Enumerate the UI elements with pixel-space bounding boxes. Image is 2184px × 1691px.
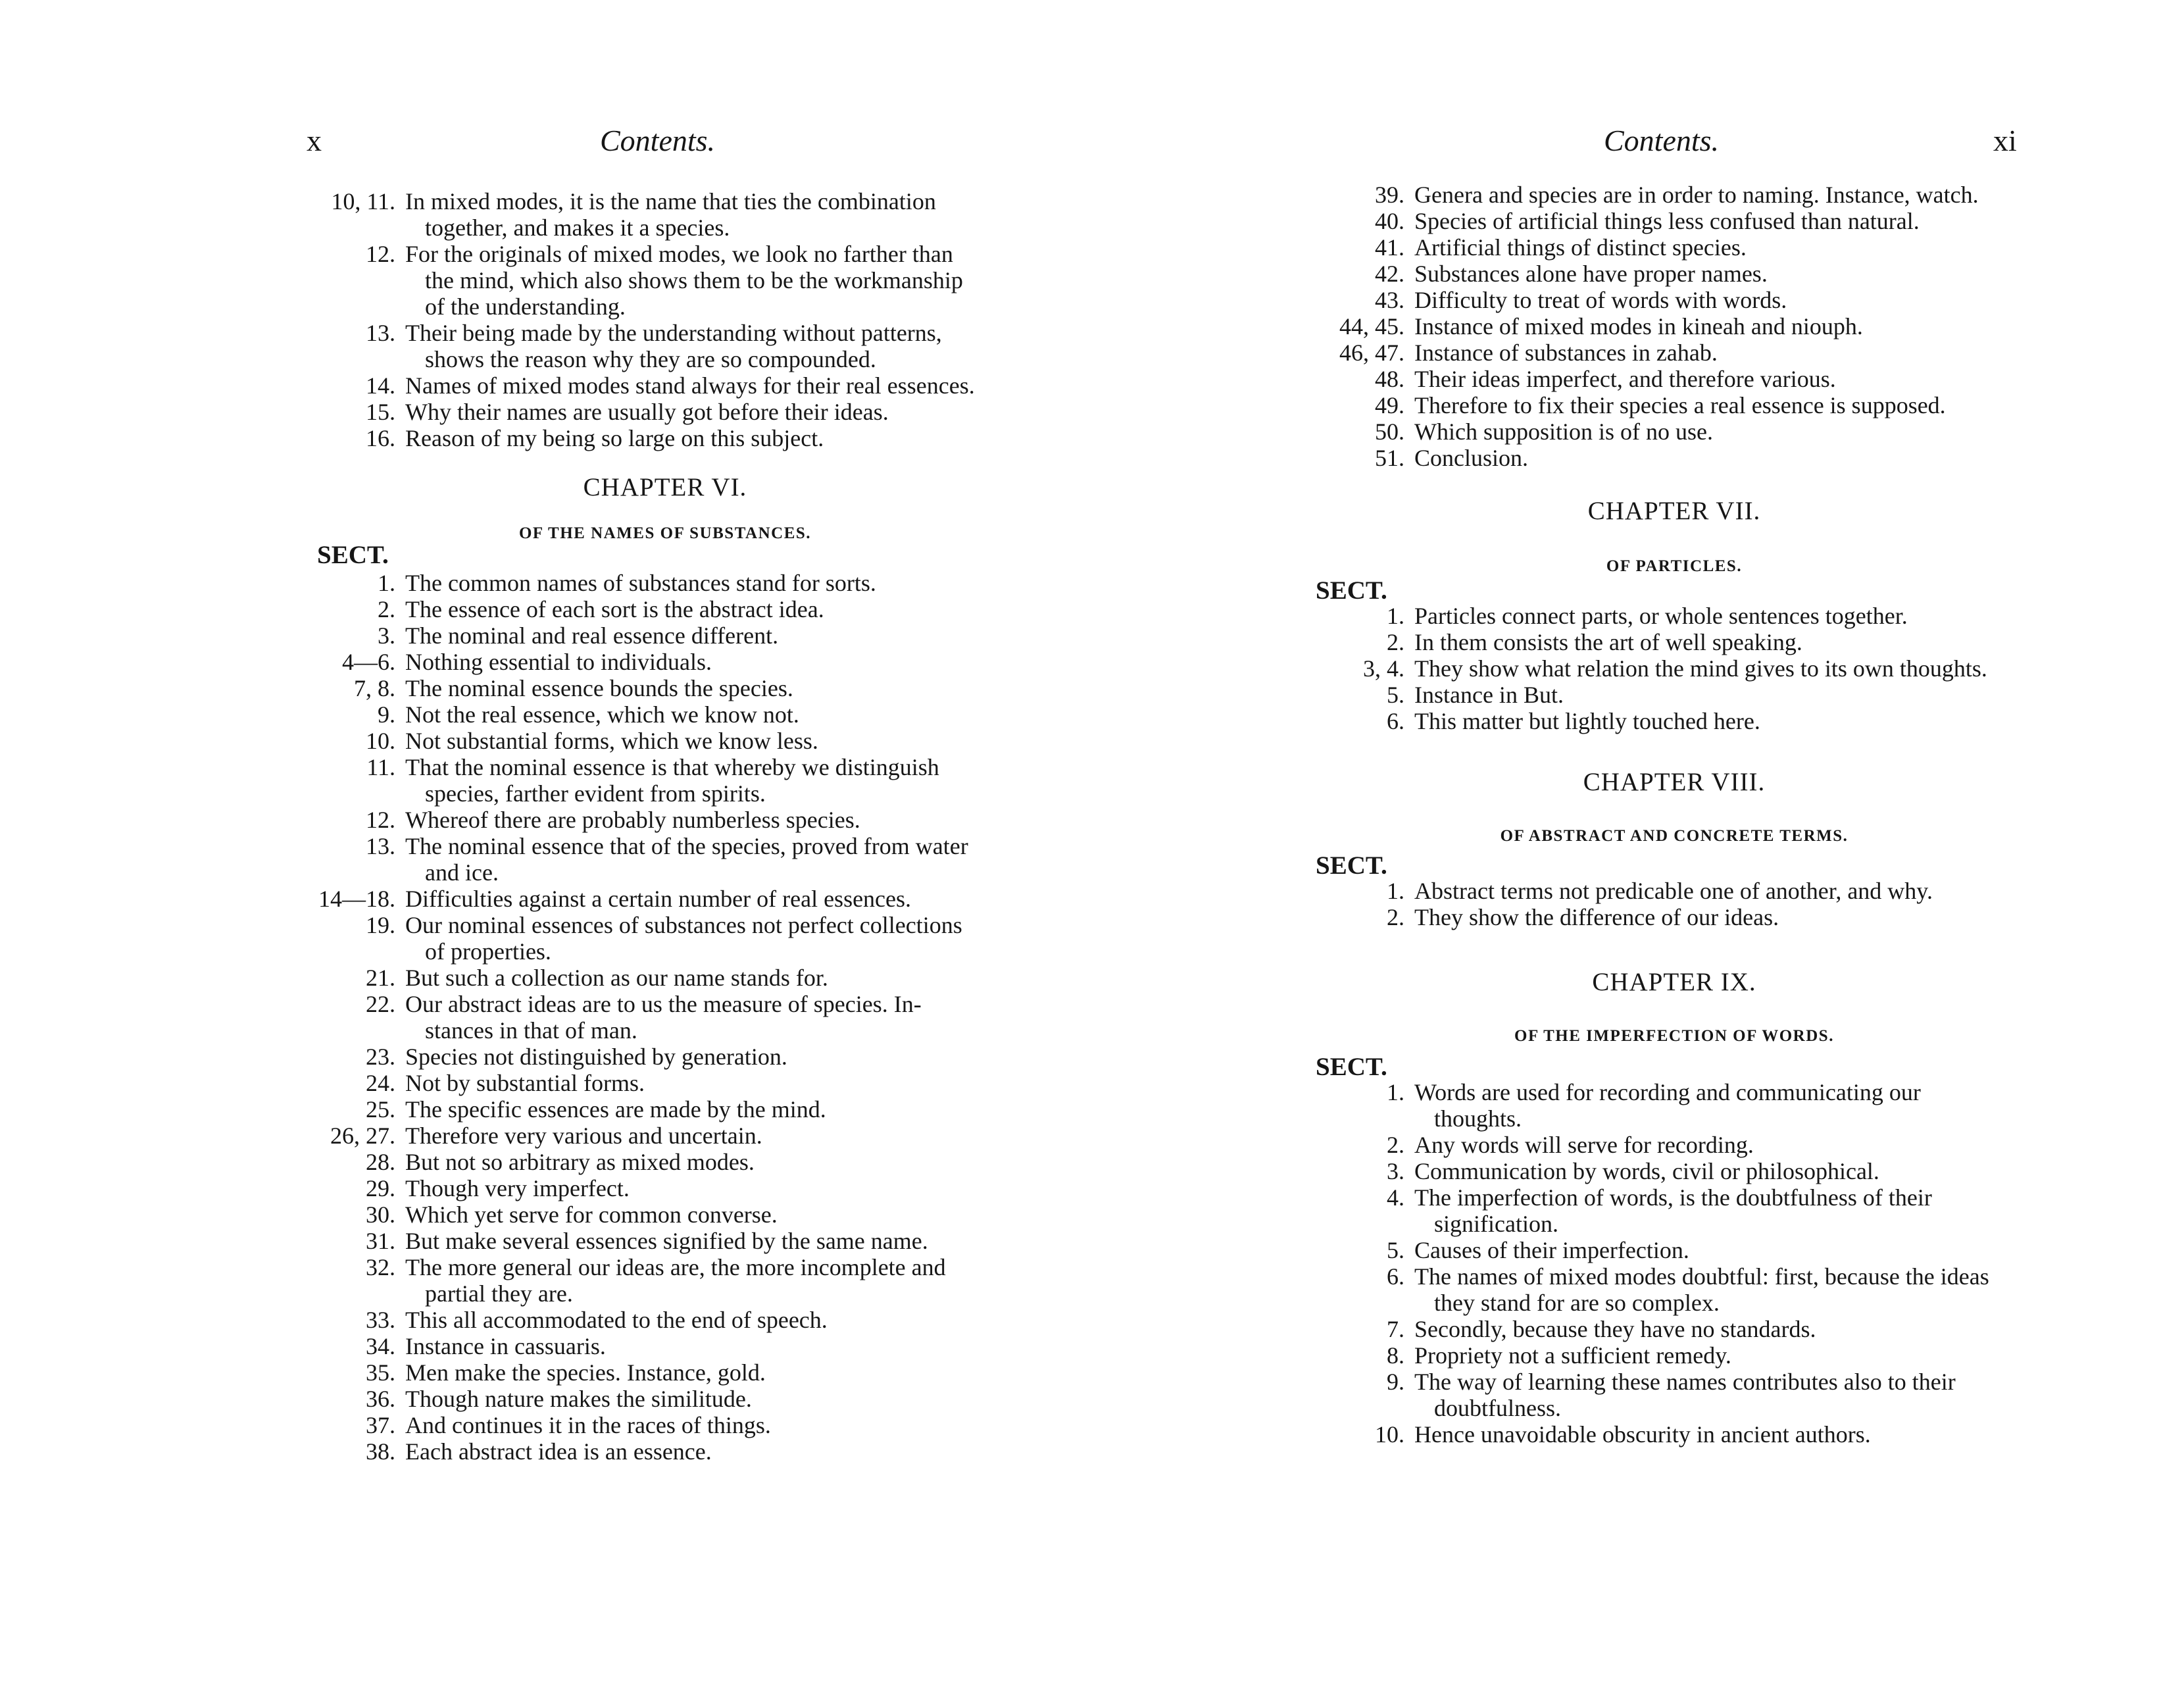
entry-continuation-line: together, and makes it a species. xyxy=(425,215,730,241)
entry-text xyxy=(405,425,1024,451)
entry-line: The nominal and real essence different. xyxy=(405,622,779,649)
entry-text xyxy=(405,1149,1024,1175)
entry-line: The way of learning these names contributes also to their xyxy=(1414,1369,1956,1395)
contents-entry xyxy=(1316,878,2033,904)
contents-entry xyxy=(1316,366,2033,392)
section-number: 22. xyxy=(366,991,395,1017)
section-number: 25. xyxy=(366,1096,395,1123)
contents-entry xyxy=(1316,655,2033,682)
entry-line: Therefore to fix their species a real essence is supposed. xyxy=(1414,392,1946,418)
contents-entry xyxy=(307,1307,1024,1333)
contents-entry xyxy=(1316,1079,2033,1132)
section-number: 9. xyxy=(1387,1369,1404,1395)
contents-entry xyxy=(1316,904,2033,930)
entry-continuation-line: and ice. xyxy=(425,859,499,886)
chapter-subtitle: OF THE NAMES OF SUBSTANCES. xyxy=(518,524,812,542)
entry-text xyxy=(1414,313,2033,340)
contents-entry xyxy=(307,188,1024,241)
section-number: 21. xyxy=(366,965,395,991)
entry-text xyxy=(1414,1079,2033,1132)
section-number: 1. xyxy=(1387,603,1404,629)
running-head: Contents. xyxy=(1604,124,1720,157)
contents-entry xyxy=(307,649,1024,675)
section-number: 36. xyxy=(366,1386,395,1412)
entry-line: Though nature makes the similitude. xyxy=(405,1386,752,1412)
contents-entry xyxy=(1316,313,2033,340)
contents-entry xyxy=(307,1386,1024,1412)
entry-line: Why their names are usually got before their ideas. xyxy=(405,399,889,425)
contents-entry xyxy=(307,425,1024,451)
section-number: 19. xyxy=(366,912,395,938)
entry-text xyxy=(405,596,1024,622)
entry-continuation-line: shows the reason why they are so compounded. xyxy=(425,346,876,372)
section-number: 2. xyxy=(1387,629,1404,655)
section-number: 7, 8. xyxy=(354,675,395,701)
entry-line: Genera and species are in order to naming. Instance, watch. xyxy=(1414,182,1979,208)
section-number: 12. xyxy=(366,241,395,267)
section-number: 29. xyxy=(366,1175,395,1201)
contents-entry xyxy=(1316,1316,2033,1342)
entry-line: In mixed modes, it is the name that ties the combination xyxy=(405,188,936,215)
entry-line: Whereof there are probably numberless species. xyxy=(405,807,860,833)
section-number: 3. xyxy=(378,622,395,649)
entry-text xyxy=(405,833,1024,886)
entry-text xyxy=(405,399,1024,425)
contents-entry xyxy=(307,320,1024,372)
entry-line: They show the difference of our ideas. xyxy=(1414,904,1779,930)
section-number: 10. xyxy=(366,728,395,754)
entry-text xyxy=(1414,1263,2033,1316)
section-number: 2. xyxy=(1387,1132,1404,1158)
section-number: 44, 45. xyxy=(1339,313,1404,340)
entry-continuation-line: stances in that of man. xyxy=(425,1017,637,1044)
entry-text xyxy=(1414,392,2033,418)
section-number: 41. xyxy=(1375,234,1404,261)
entry-line: This all accommodated to the end of speech. xyxy=(405,1307,828,1333)
entry-line: Difficulty to treat of words with words. xyxy=(1414,287,1787,313)
contents-entry xyxy=(307,886,1024,912)
entry-line: Not by substantial forms. xyxy=(405,1070,645,1096)
entry-text xyxy=(1414,182,2033,208)
contents-entry xyxy=(307,1412,1024,1438)
contents-entry xyxy=(1316,629,2033,655)
contents-entry xyxy=(307,1044,1024,1070)
entry-text xyxy=(1414,878,2033,904)
entry-continuation-line: of the understanding. xyxy=(425,293,626,320)
contents-entry xyxy=(1316,182,2033,208)
section-number: 34. xyxy=(366,1333,395,1359)
page-number: x xyxy=(307,124,322,157)
entry-text xyxy=(1414,445,2033,471)
entry-text xyxy=(1414,708,2033,734)
sect-label: SECT. xyxy=(317,541,389,569)
section-number: 31. xyxy=(366,1228,395,1254)
contents-entry xyxy=(1316,392,2033,418)
section-number: 23. xyxy=(366,1044,395,1070)
entry-line: Men make the species. Instance, gold. xyxy=(405,1359,766,1386)
contents-entry xyxy=(1316,1369,2033,1421)
section-number: 43. xyxy=(1375,287,1404,313)
contents-entry xyxy=(307,1201,1024,1228)
entry-text xyxy=(405,1254,1024,1307)
contents-entry xyxy=(307,1175,1024,1201)
entry-text xyxy=(1414,287,2033,313)
entry-line: Which yet serve for common converse. xyxy=(405,1201,778,1228)
entry-line: Not the real essence, which we know not. xyxy=(405,701,799,728)
entry-text xyxy=(405,1070,1024,1096)
contents-entry xyxy=(307,570,1024,596)
entry-text xyxy=(1414,366,2033,392)
section-number: 13. xyxy=(366,833,395,859)
contents-entry xyxy=(307,1438,1024,1465)
section-number: 32. xyxy=(366,1254,395,1280)
section-number: 14. xyxy=(366,372,395,399)
section-number: 50. xyxy=(1375,418,1404,445)
entry-text xyxy=(405,1307,1024,1333)
contents-entry xyxy=(307,1096,1024,1123)
section-number: 12. xyxy=(366,807,395,833)
section-number: 3, 4. xyxy=(1363,655,1404,682)
section-number: 37. xyxy=(366,1412,395,1438)
entry-text xyxy=(405,807,1024,833)
chapter-title: CHAPTER VI. xyxy=(583,473,747,501)
section-number: 1. xyxy=(1387,1079,1404,1105)
section-number: 7. xyxy=(1387,1316,1404,1342)
contents-entry xyxy=(1316,1421,2033,1448)
chapter-viii-entries xyxy=(1316,878,2033,930)
contents-entry xyxy=(307,399,1024,425)
contents-entry xyxy=(1316,708,2033,734)
entry-text xyxy=(1414,1369,2033,1421)
entry-line: Species not distinguished by generation. xyxy=(405,1044,787,1070)
chapter-title: CHAPTER VII. xyxy=(1587,497,1761,525)
contents-entry xyxy=(307,1149,1024,1175)
contents-entry xyxy=(307,833,1024,886)
entry-line: That the nominal essence is that whereby we distinguish xyxy=(405,754,939,780)
contents-entry xyxy=(1316,1237,2033,1263)
contents-entry xyxy=(307,675,1024,701)
entry-line: Each abstract idea is an essence. xyxy=(405,1438,712,1465)
entry-text xyxy=(1414,904,2033,930)
contents-entry xyxy=(307,622,1024,649)
top-entries xyxy=(1316,182,2033,471)
sect-label: SECT. xyxy=(1316,576,1387,605)
entry-continuation-line: thoughts. xyxy=(1434,1105,1522,1132)
entry-line: Instance of mixed modes in kineah and niouph. xyxy=(1414,313,1863,340)
contents-entry xyxy=(307,241,1024,320)
entry-text xyxy=(405,1201,1024,1228)
running-head: Contents. xyxy=(600,124,716,157)
entry-text xyxy=(1414,1184,2033,1237)
contents-entry xyxy=(307,1333,1024,1359)
section-number: 15. xyxy=(366,399,395,425)
entry-line: Our nominal essences of substances not perfect collections xyxy=(405,912,962,938)
entry-text xyxy=(1414,261,2033,287)
chapter-subtitle: OF ABSTRACT AND CONCRETE TERMS. xyxy=(1500,827,1849,845)
chapter-subtitle: OF PARTICLES. xyxy=(1606,557,1743,575)
contents-entry xyxy=(307,912,1024,965)
entry-text xyxy=(405,372,1024,399)
section-number: 4. xyxy=(1387,1184,1404,1211)
contents-entry xyxy=(1316,418,2033,445)
section-number: 49. xyxy=(1375,392,1404,418)
contents-entry xyxy=(1316,287,2033,313)
entry-line: Secondly, because they have no standards. xyxy=(1414,1316,1816,1342)
contents-entry xyxy=(307,807,1024,833)
entry-line: Any words will serve for recording. xyxy=(1414,1132,1754,1158)
entry-line: Particles connect parts, or whole sentences together. xyxy=(1414,603,1908,629)
entry-text xyxy=(405,754,1024,807)
entry-line: The more general our ideas are, the more incomplete and xyxy=(405,1254,946,1280)
contents-entry xyxy=(1316,445,2033,471)
entry-line: Instance in But. xyxy=(1414,682,1564,708)
entry-continuation-line: of properties. xyxy=(425,938,551,965)
entry-text xyxy=(405,886,1024,912)
entry-text xyxy=(405,701,1024,728)
chapter-title: CHAPTER IX. xyxy=(1592,968,1756,996)
entry-text xyxy=(405,570,1024,596)
contents-entry xyxy=(1316,1184,2033,1237)
entry-line: The nominal essence that of the species, proved from water xyxy=(405,833,968,859)
section-number: 5. xyxy=(1387,1237,1404,1263)
entry-line: In them consists the art of well speaking. xyxy=(1414,629,1802,655)
chapter-ix-entries xyxy=(1316,1079,2033,1448)
section-number: 13. xyxy=(366,320,395,346)
entry-line: Propriety not a sufficient remedy. xyxy=(1414,1342,1731,1369)
contents-entry xyxy=(1316,603,2033,629)
top-entries xyxy=(307,188,1024,451)
section-number: 46, 47. xyxy=(1339,340,1404,366)
entry-line: Therefore very various and uncertain. xyxy=(405,1123,762,1149)
entry-text xyxy=(405,622,1024,649)
entry-line: This matter but lightly touched here. xyxy=(1414,708,1760,734)
entry-line: Instance of substances in zahab. xyxy=(1414,340,1718,366)
contents-entry xyxy=(1316,682,2033,708)
entry-text xyxy=(1414,603,2033,629)
section-number: 3. xyxy=(1387,1158,1404,1184)
entry-text xyxy=(405,1123,1024,1149)
section-number: 48. xyxy=(1375,366,1404,392)
entry-line: Nothing essential to individuals. xyxy=(405,649,712,675)
entry-line: Our abstract ideas are to us the measure of species. In- xyxy=(405,991,922,1017)
entry-line: Not substantial forms, which we know less. xyxy=(405,728,818,754)
chapter-vii-entries xyxy=(1316,603,2033,734)
contents-entry xyxy=(307,701,1024,728)
entry-text xyxy=(405,188,1024,241)
entry-line: But make several essences signified by the same name. xyxy=(405,1228,928,1254)
entry-text xyxy=(405,1228,1024,1254)
page-number: xi xyxy=(1993,124,2017,157)
entry-line: Though very imperfect. xyxy=(405,1175,630,1201)
entry-text xyxy=(405,320,1024,372)
contents-entry xyxy=(1316,1263,2033,1316)
entry-line: Names of mixed modes stand always for their real essences. xyxy=(405,372,975,399)
section-number: 40. xyxy=(1375,208,1404,234)
entry-text xyxy=(1414,234,2033,261)
entry-text xyxy=(1414,1132,2033,1158)
entry-line: And continues it in the races of things. xyxy=(405,1412,771,1438)
entry-continuation-line: they stand for are so complex. xyxy=(1434,1290,1720,1316)
contents-entry xyxy=(307,1070,1024,1096)
contents-entry xyxy=(1316,1342,2033,1369)
entry-text xyxy=(405,991,1024,1044)
section-number: 1. xyxy=(378,570,395,596)
entry-line: The specific essences are made by the mind. xyxy=(405,1096,826,1123)
section-number: 39. xyxy=(1375,182,1404,208)
entry-text xyxy=(1414,340,2033,366)
entry-continuation-line: species, farther evident from spirits. xyxy=(425,780,766,807)
section-number: 4—6. xyxy=(342,649,395,675)
entry-line: For the originals of mixed modes, we look no farther than xyxy=(405,241,953,267)
contents-entry xyxy=(307,596,1024,622)
contents-entry xyxy=(307,1254,1024,1307)
section-number: 2. xyxy=(1387,904,1404,930)
entry-line: Abstract terms not predicable one of another, and why. xyxy=(1414,878,1933,904)
entry-line: Causes of their imperfection. xyxy=(1414,1237,1689,1263)
entry-text xyxy=(405,1096,1024,1123)
entry-line: But such a collection as our name stands for. xyxy=(405,965,828,991)
entry-line: Their ideas imperfect, and therefore various. xyxy=(1414,366,1836,392)
contents-entry xyxy=(1316,1158,2033,1184)
contents-entry xyxy=(1316,1132,2033,1158)
section-number: 10, 11. xyxy=(331,188,395,215)
contents-entry xyxy=(307,1123,1024,1149)
contents-entry xyxy=(307,1359,1024,1386)
entry-line: Reason of my being so large on this subject. xyxy=(405,425,824,451)
entry-text xyxy=(405,728,1024,754)
section-number: 28. xyxy=(366,1149,395,1175)
chapter-subtitle: OF THE IMPERFECTION OF WORDS. xyxy=(1514,1027,1834,1045)
entry-text xyxy=(405,1175,1024,1201)
section-number: 6. xyxy=(1387,1263,1404,1290)
section-number: 8. xyxy=(1387,1342,1404,1369)
entry-line: But not so arbitrary as mixed modes. xyxy=(405,1149,755,1175)
right-page xyxy=(1092,0,2184,1691)
entry-text xyxy=(405,241,1024,320)
entry-continuation-line: partial they are. xyxy=(425,1280,573,1307)
entry-line: Conclusion. xyxy=(1414,445,1529,471)
entry-line: The names of mixed modes doubtful: first, because the ideas xyxy=(1414,1263,1989,1290)
entry-text xyxy=(1414,629,2033,655)
entry-line: Species of artificial things less confused than natural. xyxy=(1414,208,1920,234)
entry-text xyxy=(1414,682,2033,708)
entry-text xyxy=(1414,418,2033,445)
section-number: 14—18. xyxy=(318,886,395,912)
entry-line: Their being made by the understanding without patterns, xyxy=(405,320,942,346)
contents-entry xyxy=(307,372,1024,399)
entry-line: Difficulties against a certain number of real essences. xyxy=(405,886,912,912)
entry-text xyxy=(1414,1342,2033,1369)
sect-label: SECT. xyxy=(1316,1053,1387,1081)
contents-entry xyxy=(307,1228,1024,1254)
entry-line: Communication by words, civil or philosophical. xyxy=(1414,1158,1879,1184)
entry-line: Hence unavoidable obscurity in ancient authors. xyxy=(1414,1421,1871,1448)
entry-text xyxy=(405,675,1024,701)
entry-line: The essence of each sort is the abstract idea. xyxy=(405,596,824,622)
entry-line: They show what relation the mind gives to its own thoughts. xyxy=(1414,655,1987,682)
sect-label: SECT. xyxy=(1316,851,1387,880)
contents-entry xyxy=(1316,261,2033,287)
entry-continuation-line: doubtfulness. xyxy=(1434,1395,1561,1421)
entry-line: Artificial things of distinct species. xyxy=(1414,234,1747,261)
chapter-vi-entries xyxy=(307,570,1024,1465)
entry-text xyxy=(1414,1237,2033,1263)
section-number: 2. xyxy=(378,596,395,622)
section-number: 10. xyxy=(1375,1421,1404,1448)
entry-text xyxy=(1414,208,2033,234)
entry-text xyxy=(1414,1421,2033,1448)
entry-text xyxy=(405,912,1024,965)
section-number: 42. xyxy=(1375,261,1404,287)
section-number: 30. xyxy=(366,1201,395,1228)
entry-line: The imperfection of words, is the doubtfulness of their xyxy=(1414,1184,1932,1211)
entry-line: Instance in cassuaris. xyxy=(405,1333,606,1359)
entry-line: Substances alone have proper names. xyxy=(1414,261,1768,287)
section-number: 35. xyxy=(366,1359,395,1386)
entry-text xyxy=(405,649,1024,675)
contents-entry xyxy=(307,991,1024,1044)
entry-text xyxy=(405,1386,1024,1412)
contents-entry xyxy=(307,965,1024,991)
entry-text xyxy=(1414,1158,2033,1184)
contents-entry xyxy=(1316,208,2033,234)
entry-line: The common names of substances stand for sorts. xyxy=(405,570,876,596)
contents-entry xyxy=(1316,340,2033,366)
section-number: 9. xyxy=(378,701,395,728)
section-number: 16. xyxy=(366,425,395,451)
entry-line: The nominal essence bounds the species. xyxy=(405,675,793,701)
section-number: 1. xyxy=(1387,878,1404,904)
contents-entry xyxy=(307,754,1024,807)
entry-line: Which supposition is of no use. xyxy=(1414,418,1713,445)
entry-text xyxy=(405,1333,1024,1359)
entry-text xyxy=(405,1044,1024,1070)
entry-line: Words are used for recording and communicating our xyxy=(1414,1079,1921,1105)
chapter-title: CHAPTER VIII. xyxy=(1583,768,1766,796)
section-number: 24. xyxy=(366,1070,395,1096)
contents-entry xyxy=(307,728,1024,754)
entry-text xyxy=(405,1438,1024,1465)
section-number: 6. xyxy=(1387,708,1404,734)
section-number: 11. xyxy=(366,754,395,780)
entry-continuation-line: the mind, which also shows them to be the workmanship xyxy=(425,267,963,293)
entry-text xyxy=(1414,1316,2033,1342)
entry-text xyxy=(405,965,1024,991)
section-number: 51. xyxy=(1375,445,1404,471)
entry-text xyxy=(405,1412,1024,1438)
section-number: 26, 27. xyxy=(330,1123,395,1149)
contents-entry xyxy=(1316,234,2033,261)
entry-continuation-line: signification. xyxy=(1434,1211,1558,1237)
entry-text xyxy=(405,1359,1024,1386)
section-number: 38. xyxy=(366,1438,395,1465)
section-number: 33. xyxy=(366,1307,395,1333)
entry-text xyxy=(1414,655,2033,682)
section-number: 5. xyxy=(1387,682,1404,708)
